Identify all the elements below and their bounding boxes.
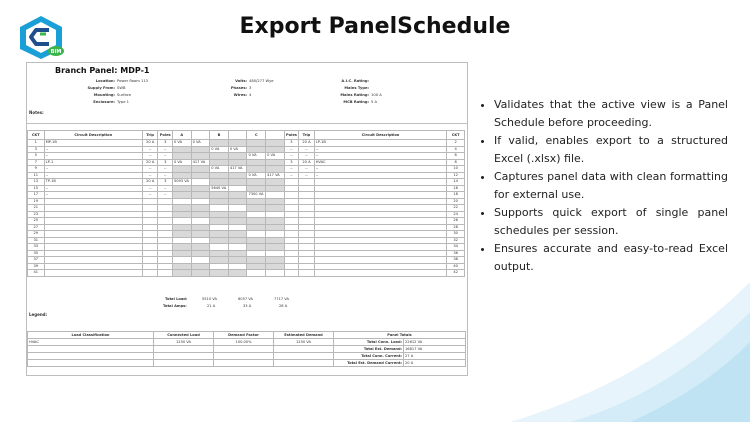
table-cell: --	[142, 153, 158, 160]
table-cell: --	[142, 192, 158, 199]
panel-meta-right-label: A.I.C. Rating:	[341, 79, 369, 83]
total-amps-c: 28 A	[279, 304, 288, 308]
load-cell	[28, 360, 154, 367]
column-header: Trip	[142, 131, 158, 140]
table-cell: 20 A	[142, 140, 158, 147]
column-header: Poles	[284, 131, 298, 140]
column-header: Trip	[299, 131, 315, 140]
table-cell	[191, 270, 210, 277]
table-cell	[172, 270, 191, 277]
panel-total-value: 22612 VA	[404, 339, 466, 346]
table-cell: 39	[28, 263, 45, 270]
table-cell: 41	[28, 270, 45, 277]
panel-meta-left-value: Power Room 113	[117, 79, 149, 83]
column-header: Circuit Description	[44, 131, 142, 140]
panel-meta-left-label: Mounting:	[93, 93, 115, 97]
table-cell: LP-1	[44, 159, 142, 166]
table-cell: 25	[28, 218, 45, 225]
load-cell	[274, 353, 334, 360]
table-cell: --	[284, 146, 298, 153]
table-cell: --	[142, 185, 158, 192]
table-cell: 11	[28, 172, 45, 179]
table-cell: --	[158, 192, 172, 199]
table-cell: 26	[447, 218, 465, 225]
table-cell: HVAC	[314, 159, 447, 166]
load-cell	[274, 360, 334, 367]
column-header: B	[210, 131, 229, 140]
feature-bullet: • If valid, enables export to a structured Excel (.xlsx) file.	[494, 132, 728, 167]
panel-total-label: Total Conn. Current:	[334, 353, 404, 360]
load-row	[28, 353, 466, 360]
table-cell: 21	[28, 205, 45, 212]
panel-meta-right-label: Mains Type:	[344, 86, 369, 90]
panel-total-value: 16817 VA	[404, 346, 466, 353]
circuit-table	[27, 130, 465, 277]
table-cell: --	[44, 153, 142, 160]
table-cell: 20 A	[299, 140, 315, 147]
load-cell: HVAC	[28, 339, 154, 346]
table-cell: 20 A	[299, 159, 315, 166]
panel-total-value: 20 A	[404, 360, 466, 367]
table-cell: 7	[28, 159, 45, 166]
table-cell: --	[158, 166, 172, 173]
panel-total-label: Total Conn. Load:	[334, 339, 404, 346]
table-cell: --	[314, 153, 447, 160]
table-cell: 34	[447, 244, 465, 251]
load-row	[28, 346, 466, 353]
table-cell: 37	[28, 257, 45, 264]
load-cell: 1250 VA	[154, 339, 214, 346]
table-cell: 35	[28, 250, 45, 257]
table-cell	[44, 270, 142, 277]
notes-label: Notes:	[29, 110, 44, 115]
feature-bullet: • Ensures accurate and easy-to-read Excel output.	[494, 240, 728, 275]
table-cell	[299, 270, 315, 277]
table-cell: 19	[28, 198, 45, 205]
table-cell: 3	[158, 179, 172, 186]
table-cell: --	[314, 172, 447, 179]
table-cell: --	[142, 166, 158, 173]
table-cell: 40	[447, 263, 465, 270]
load-row	[28, 339, 466, 346]
table-cell: 0 VA	[172, 140, 191, 147]
decorative-swoosh	[490, 272, 750, 422]
table-cell: 13	[28, 179, 45, 186]
load-cell	[154, 360, 214, 367]
table-cell: 3	[28, 146, 45, 153]
table-row	[28, 270, 465, 277]
panel-meta-mid-value: 3	[249, 86, 252, 90]
panel-meta-right-value: 100 A	[371, 93, 382, 97]
table-cell: 0 VA	[210, 166, 229, 173]
table-cell: 23	[28, 211, 45, 218]
panel-meta-right-label: MCB Rating:	[343, 100, 369, 104]
table-cell: 0 VA	[228, 146, 247, 153]
table-cell	[284, 270, 298, 277]
table-cell: --	[299, 172, 315, 179]
panel-title: Branch Panel: MDP-1	[55, 66, 150, 75]
table-cell: 15	[28, 185, 45, 192]
table-cell: --	[44, 185, 142, 192]
table-cell	[210, 270, 229, 277]
panel-meta-left-value: Type 1	[117, 100, 129, 104]
load-cell: 1250 VA	[274, 339, 334, 346]
table-cell: 0 VA	[247, 153, 266, 160]
table-cell	[247, 270, 266, 277]
panel-meta-mid-label: Volts:	[235, 79, 247, 83]
feature-list	[480, 96, 728, 276]
table-cell: 10	[447, 166, 465, 173]
table-cell: 27	[28, 224, 45, 231]
table-cell	[266, 270, 285, 277]
panel-meta-left-value: SWB	[117, 86, 126, 90]
table-cell: --	[142, 172, 158, 179]
load-header: Load Classification	[28, 332, 154, 339]
table-cell: 1	[28, 140, 45, 147]
table-cell: --	[284, 153, 298, 160]
load-header: Estimated Demand	[274, 332, 334, 339]
load-row	[28, 360, 466, 367]
total-load-b: 6057 VA	[238, 297, 253, 301]
table-cell: 5640 VA	[210, 185, 229, 192]
table-cell: --	[284, 172, 298, 179]
table-cell: 417 VA	[191, 159, 210, 166]
load-cell: 100.00%	[214, 339, 274, 346]
table-cell: --	[44, 166, 142, 173]
panel-meta-mid-value: 4	[249, 93, 252, 97]
table-cell: 17	[28, 192, 45, 199]
table-cell: --	[158, 146, 172, 153]
table-cell: 14	[447, 179, 465, 186]
total-amps-a: 21 A	[207, 304, 216, 308]
table-cell: 3	[284, 159, 298, 166]
table-cell: 4	[447, 146, 465, 153]
column-header: CKT	[447, 131, 465, 140]
table-cell: 36	[447, 250, 465, 257]
feature-bullet: • Validates that the active view is a Panel Schedule before proceeding.	[494, 96, 728, 131]
table-cell: 0 VA	[191, 140, 210, 147]
table-cell	[314, 270, 447, 277]
table-cell: 3	[158, 159, 172, 166]
table-cell: 20 A	[142, 179, 158, 186]
table-cell: 28	[447, 224, 465, 231]
table-cell	[142, 270, 158, 277]
table-cell: 8	[447, 159, 465, 166]
column-header	[228, 131, 247, 140]
table-cell: 18	[447, 192, 465, 199]
panel-meta-left-value: Surface	[117, 93, 132, 97]
table-cell: 0 VA	[172, 159, 191, 166]
panel-total-label: Total Est. Demand:	[334, 346, 404, 353]
total-amps-label: Total Amps:	[163, 304, 187, 308]
load-cell	[154, 346, 214, 353]
table-cell: MP-1B	[44, 140, 142, 147]
table-cell: 31	[28, 237, 45, 244]
column-header	[266, 131, 285, 140]
table-cell: 33	[28, 244, 45, 251]
load-header: Panel Totals	[334, 332, 466, 339]
table-cell: --	[314, 146, 447, 153]
table-cell: 22	[447, 205, 465, 212]
table-cell: 24	[447, 211, 465, 218]
table-cell: --	[158, 185, 172, 192]
table-cell: 42	[447, 270, 465, 277]
load-cell	[274, 346, 334, 353]
load-header: Connected Load	[154, 332, 214, 339]
table-cell: --	[314, 166, 447, 173]
table-cell: TP-1B	[44, 179, 142, 186]
column-header: Poles	[158, 131, 172, 140]
table-cell: 0 VA	[247, 172, 266, 179]
total-load-label: Total Load:	[165, 297, 188, 301]
panel-meta-mid-label: Phases:	[230, 86, 247, 90]
table-cell: 6	[447, 153, 465, 160]
panel-total-label: Total Est. Demand Current:	[334, 360, 404, 367]
table-cell: --	[158, 172, 172, 179]
table-cell: 12	[447, 172, 465, 179]
panel-schedule-preview	[26, 62, 468, 376]
table-cell: 5	[28, 153, 45, 160]
table-cell: --	[142, 146, 158, 153]
feature-bullet: • Captures panel data with clean formatting for external use.	[494, 168, 728, 203]
table-cell: 20	[447, 198, 465, 205]
table-cell: 417 VA	[228, 166, 247, 173]
load-cell	[28, 346, 154, 353]
panel-meta-mid-value: 480/277 Wye	[249, 79, 274, 83]
table-cell: 9	[28, 166, 45, 173]
total-amps-b: 33 A	[243, 304, 252, 308]
table-cell: --	[284, 166, 298, 173]
load-cell	[214, 353, 274, 360]
svg-text:BIM: BIM	[50, 49, 62, 55]
table-cell: 0 VA	[210, 146, 229, 153]
column-header: A	[172, 131, 191, 140]
table-cell: 3	[158, 140, 172, 147]
table-cell	[228, 270, 247, 277]
table-cell: 7300 VA	[247, 192, 266, 199]
table-cell: 20 A	[142, 159, 158, 166]
load-cell	[154, 353, 214, 360]
load-classification-table	[27, 331, 466, 367]
table-cell	[158, 270, 172, 277]
table-cell: 30	[447, 231, 465, 238]
total-load-c: 7717 VA	[274, 297, 289, 301]
table-cell: 417 VA	[266, 172, 285, 179]
table-cell: 38	[447, 257, 465, 264]
feature-bullet: • Supports quick export of single panel schedules per session.	[494, 204, 728, 239]
table-cell: --	[44, 192, 142, 199]
panel-meta-left-label: Supply From:	[87, 86, 115, 90]
table-cell: 3	[284, 140, 298, 147]
panel-meta-left-label: Enclosure:	[93, 100, 115, 104]
column-header: Circuit Description	[314, 131, 447, 140]
table-cell: 5093 VA	[172, 179, 191, 186]
panel-meta-left-label: Location:	[95, 79, 115, 83]
table-cell: 2	[447, 140, 465, 147]
page-title: Export PanelSchedule	[239, 14, 511, 39]
column-header: CKT	[28, 131, 45, 140]
panel-meta-mid-label: Wires:	[233, 93, 247, 97]
table-cell: 32	[447, 237, 465, 244]
table-cell: 16	[447, 185, 465, 192]
table-cell: 29	[28, 231, 45, 238]
table-cell: --	[299, 166, 315, 173]
load-cell	[214, 346, 274, 353]
panel-meta-right-label: Mains Rating:	[340, 93, 369, 97]
table-cell: --	[299, 146, 315, 153]
table-cell: --	[158, 153, 172, 160]
load-cell	[214, 360, 274, 367]
panel-meta-right-value: 5 A	[371, 100, 378, 104]
table-cell: --	[299, 153, 315, 160]
legend-label: Legend:	[29, 312, 48, 317]
panel-total-value: 27 A	[404, 353, 466, 360]
load-cell	[28, 353, 154, 360]
table-cell: --	[44, 146, 142, 153]
load-header-row	[28, 332, 466, 339]
column-header	[191, 131, 210, 140]
table-cell: LP-1B	[314, 140, 447, 147]
total-load-a: 5510 VA	[202, 297, 217, 301]
column-header: C	[247, 131, 266, 140]
load-header: Demand Factor	[214, 332, 274, 339]
table-cell: --	[44, 172, 142, 179]
table-cell: 0 VA	[266, 153, 285, 160]
